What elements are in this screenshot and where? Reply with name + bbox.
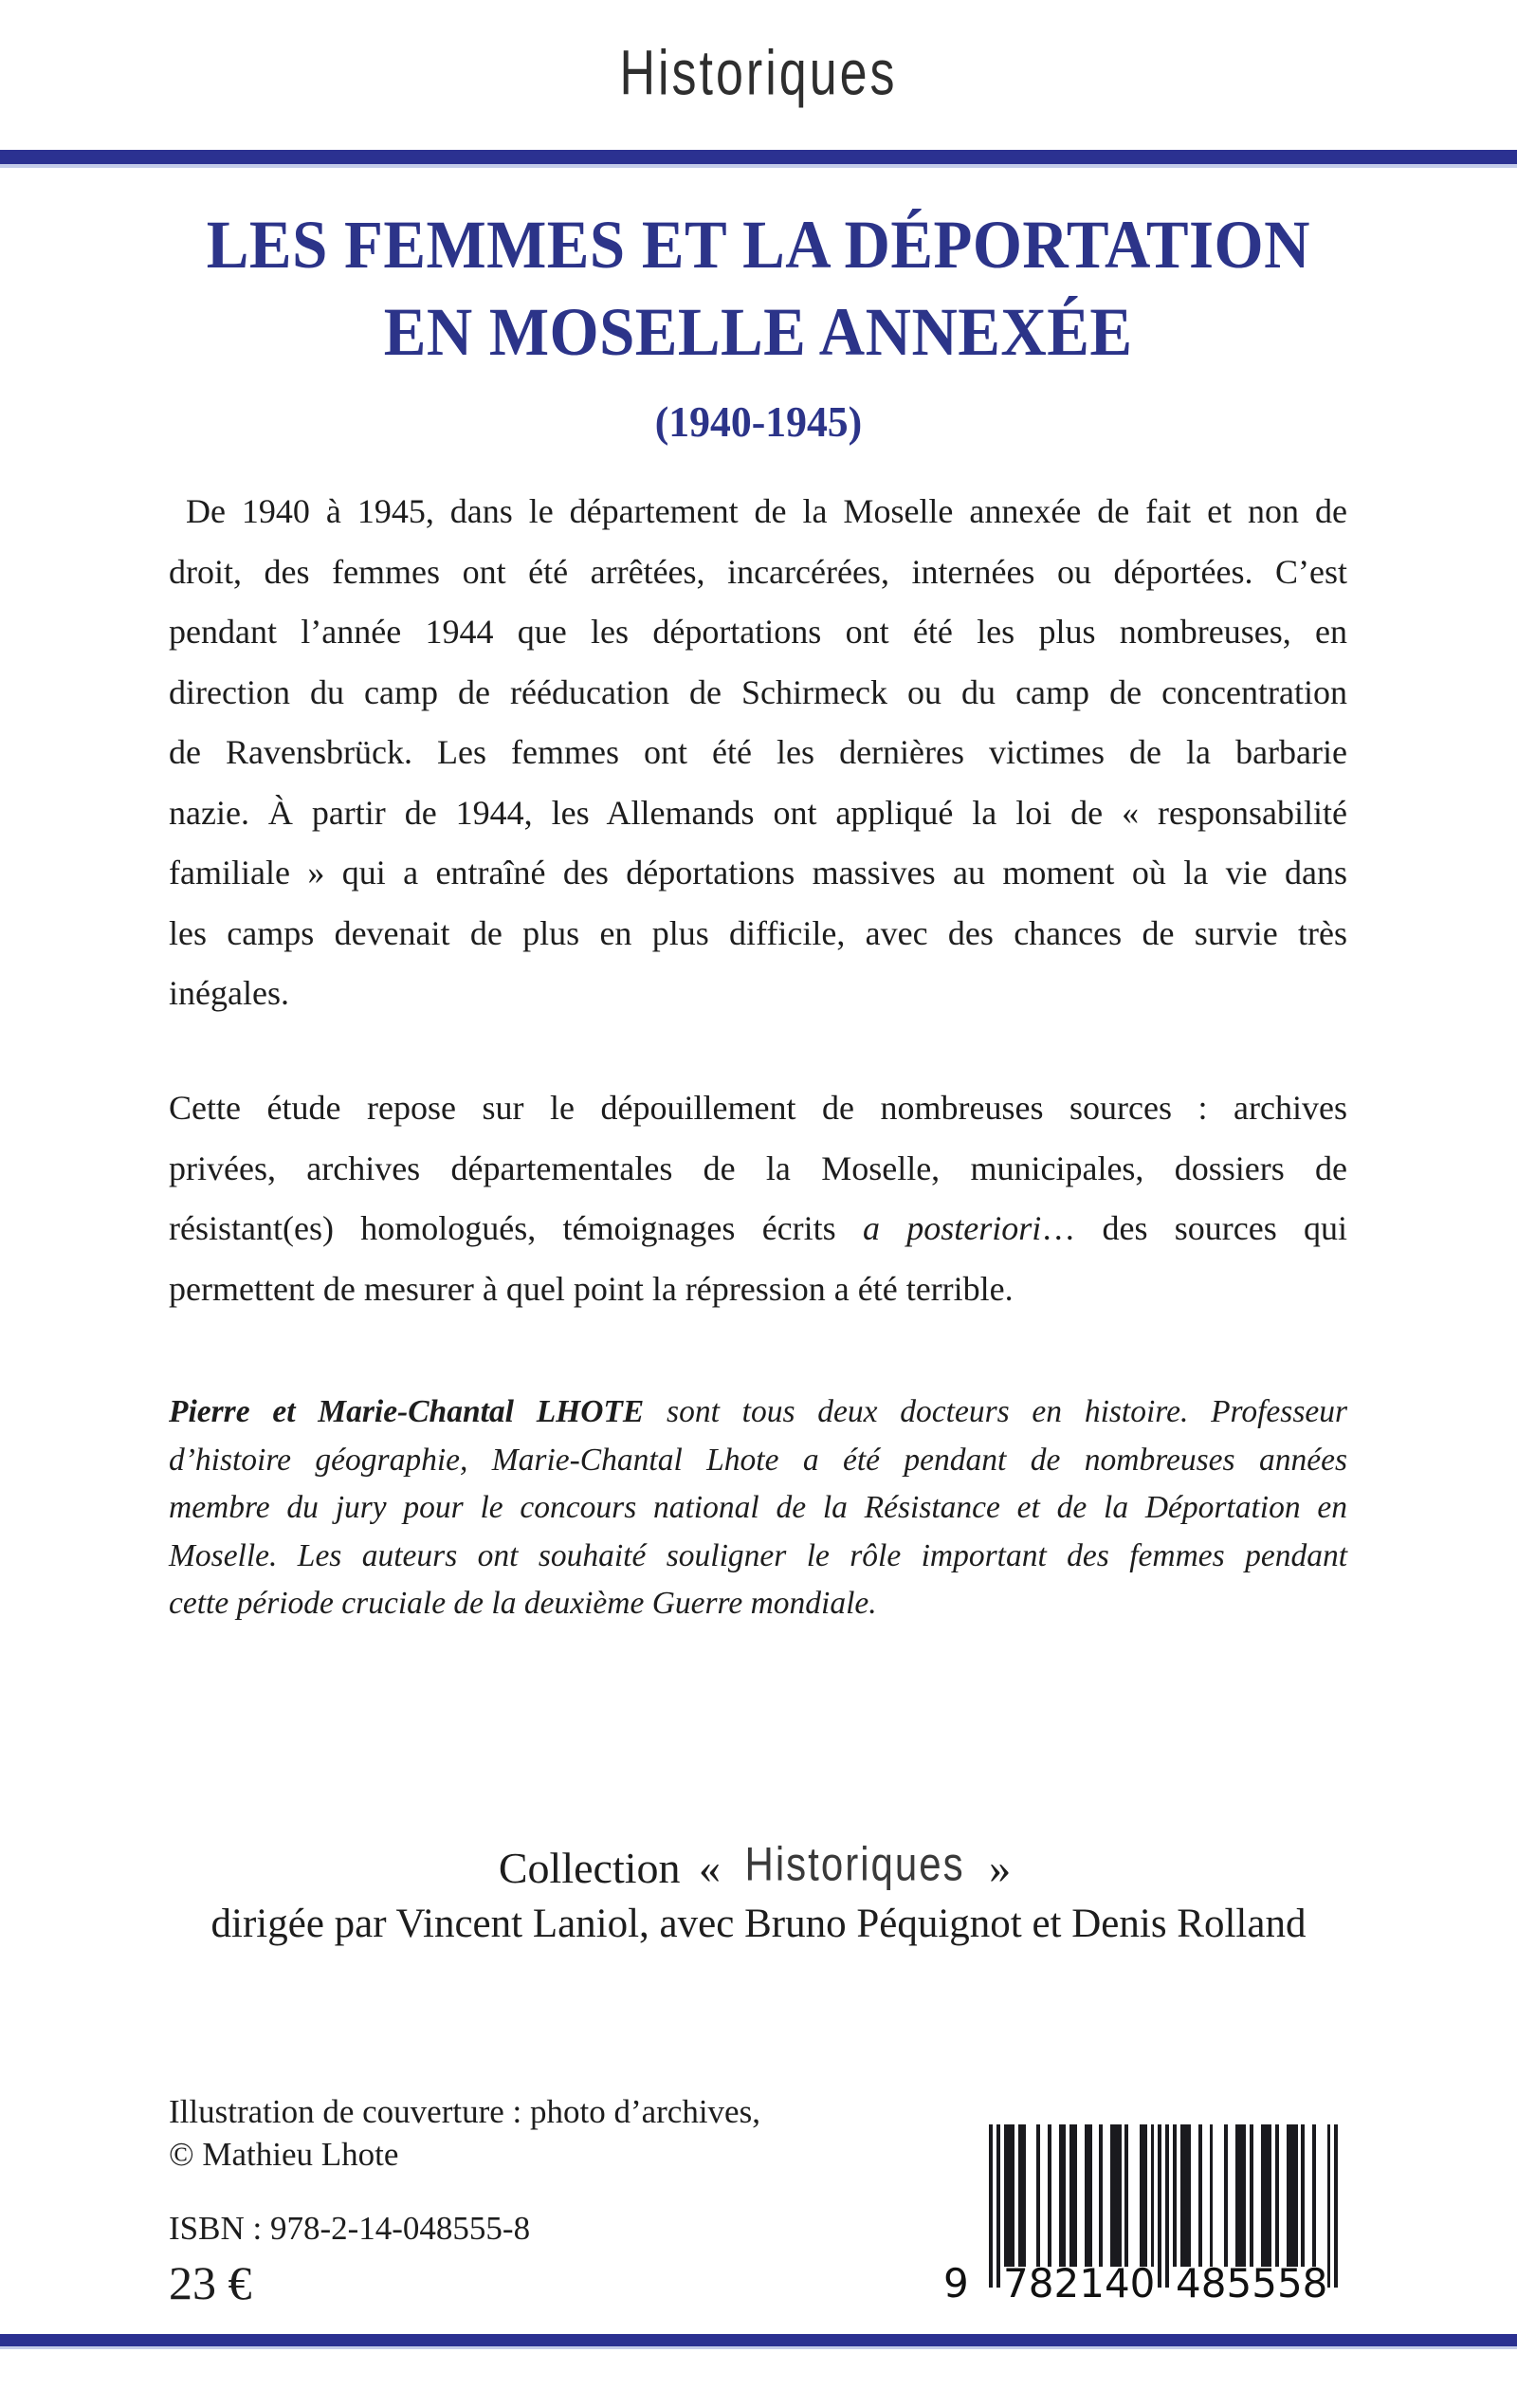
- synopsis-paragraph-1: [169, 482, 1347, 1024]
- title-years: [0, 398, 1517, 456]
- text-line: direction du camp de rééducation de Schirmeck ou du camp de concentration: [169, 672, 1347, 711]
- barcode-digit: 5: [1276, 2260, 1303, 2307]
- open-guillemet: «: [699, 1844, 722, 1892]
- collection-director-line: dirigée par Vincent Laniol, avec Bruno Péquignot et Denis Rolland: [210, 1902, 1307, 1946]
- text-line: [169, 1199, 1347, 1259]
- text-segment: a posteriori: [862, 1209, 1042, 1247]
- barcode-right-digits: [1176, 2260, 1328, 2307]
- barcode-first-digit: 9: [943, 2260, 969, 2307]
- synopsis-paragraph-2: [169, 1078, 1347, 1319]
- title-line-2-text: EN MOSELLE ANNEXÉE: [384, 294, 1133, 370]
- barcode-digit: 4: [1176, 2260, 1201, 2307]
- text-line: permettent de mesurer à quel point la répression a été terrible.: [169, 1269, 1014, 1308]
- text-line: pendant l’année 1944 que les déportations ont été les plus nombreuses, en: [169, 613, 1347, 651]
- barcode-digit: 0: [1129, 2260, 1156, 2307]
- top-light-rule: [0, 164, 1517, 168]
- text-line: d’histoire géographie, Marie-Chantal Lhote a été pendant de nombreuses années: [169, 1442, 1347, 1478]
- text-line: de Ravensbrück. Les femmes ont été les dernières victimes de la barbarie: [169, 733, 1347, 771]
- title-years-text: (1940-1945): [654, 397, 863, 446]
- text-line: cette période cruciale de la deuxième Guerre mondiale.: [169, 1586, 877, 1621]
- author-bio: [169, 1388, 1347, 1628]
- price-text: 23 €: [169, 2256, 252, 2309]
- text-line: membre du jury pour le concours national de la Résistance et de la Déportation en: [169, 1490, 1347, 1525]
- collection-label: Collection: [498, 1844, 681, 1892]
- title-line-1: [0, 207, 1517, 298]
- text-segment: sont tous deux docteurs en histoire. Professeur: [644, 1394, 1348, 1429]
- text-line: familiale » qui a entraîné des déportations massives au moment où la vie dans: [169, 854, 1347, 892]
- isbn-text: ISBN : 978-2-14-048555-8: [169, 2210, 531, 2247]
- barcode-bar: [1334, 2124, 1338, 2288]
- cover-credit-line-2: © Mathieu Lhote: [169, 2136, 399, 2173]
- barcode-digit: 8: [1200, 2260, 1227, 2307]
- text-line: les camps devenait de plus en plus difficile, avec des chances de survie très: [169, 913, 1347, 952]
- barcode-left-digits: [1003, 2260, 1156, 2307]
- text-segment: Pierre et Marie-Chantal LHOTE: [169, 1394, 645, 1429]
- text-line: De 1940 à 1945, dans le département de la Moselle annexée de fait et non de: [186, 492, 1347, 530]
- book-title: [0, 207, 1517, 456]
- barcode-digit: 5: [1226, 2260, 1252, 2307]
- text-segment: … des sources qui: [1041, 1209, 1348, 1247]
- barcode-digit: 1: [1079, 2260, 1105, 2307]
- bottom-light-rule: [0, 2346, 1517, 2349]
- bottom-navy-rule: [0, 2334, 1517, 2346]
- barcode-digit: 5: [1252, 2260, 1277, 2307]
- top-navy-rule: [0, 150, 1517, 164]
- text-line: inégales.: [169, 974, 289, 1012]
- collection-block: [0, 1837, 1517, 1951]
- collection-logo: Historiques: [619, 38, 898, 109]
- text-segment: résistant(es) homologués, témoignages écrits: [169, 1209, 863, 1247]
- close-guillemet: »: [989, 1844, 1012, 1892]
- text-line: [169, 1388, 1347, 1437]
- cover-credit: [169, 2090, 760, 2176]
- masthead: [0, 38, 1517, 110]
- text-line: Moselle. Les auteurs ont souhaité souligner le rôle important des femmes pendant: [169, 1537, 1347, 1573]
- collection-line: [0, 1837, 1517, 1894]
- cover-credit-line-1: Illustration de couverture : photo d’archives,: [169, 2093, 760, 2130]
- title-line-1-text: LES FEMMES ET LA DÉPORTATION: [206, 207, 1311, 283]
- barcode-digit: 7: [1003, 2260, 1029, 2307]
- barcode: [943, 2124, 1340, 2309]
- barcode-digit: 2: [1053, 2260, 1080, 2307]
- barcode-digit: 8: [1302, 2260, 1328, 2307]
- title-line-2: [0, 294, 1517, 385]
- text-line: droit, des femmes ont été arrêtées, incarcérées, internées ou déportées. C’est: [169, 552, 1347, 591]
- text-line: nazie. À partir de 1944, les Allemands ont appliqué la loi de « responsabilité: [169, 793, 1347, 832]
- collection-series-logo: Historiques: [744, 1837, 965, 1891]
- barcode-digit: 8: [1028, 2260, 1054, 2307]
- text-line: privées, archives départementales de la Moselle, municipales, dossiers de: [169, 1149, 1347, 1187]
- text-line: Cette étude repose sur le dépouillement de nombreuses sources : archives: [169, 1089, 1347, 1127]
- barcode-digit: 4: [1104, 2260, 1130, 2307]
